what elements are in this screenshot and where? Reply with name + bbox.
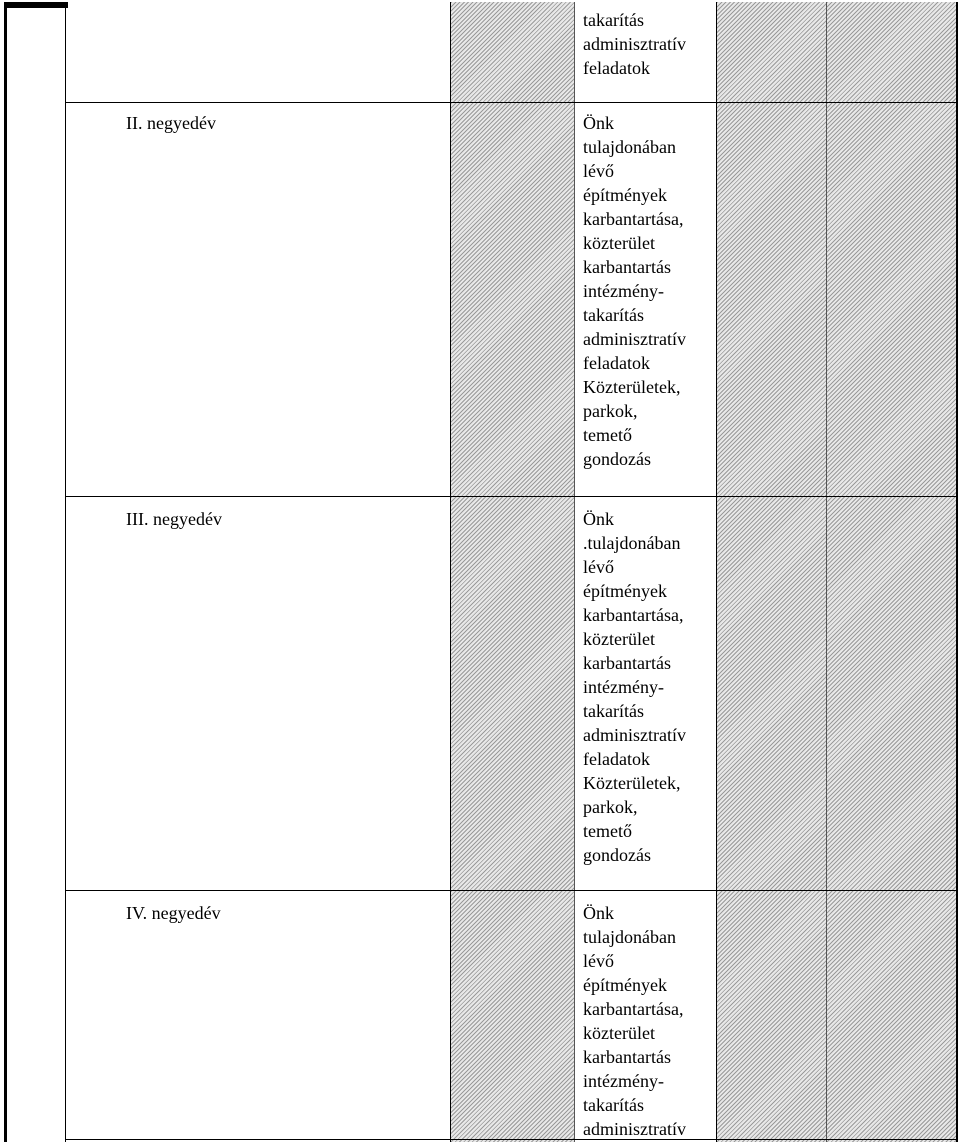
task-line: lévő: [583, 557, 614, 577]
hatched-cell: [827, 103, 958, 496]
task-text: [583, 111, 686, 471]
task-line: közterület: [583, 629, 655, 649]
task-line: közterület: [583, 233, 655, 253]
top-border-block: [4, 2, 68, 8]
schedule-table: [4, 2, 958, 1142]
hatched-cell: [717, 2, 827, 102]
task-line: karbantartása,: [583, 999, 684, 1019]
task-cell: [575, 891, 717, 1142]
task-line: építmények: [583, 975, 667, 995]
quarter-cell: [66, 497, 451, 890]
task-line: Önk: [583, 113, 614, 133]
task-line: tulajdonában: [583, 927, 676, 947]
task-line: parkok,: [583, 797, 638, 817]
task-line: adminisztratív: [583, 1119, 686, 1139]
hatched-cell: [717, 497, 827, 890]
quarter-label: III. negyedév: [126, 509, 222, 529]
task-line: intézmény-: [583, 281, 664, 301]
task-line: Önk: [583, 509, 614, 529]
task-line: karbantartás: [583, 1047, 671, 1067]
task-line: gondozás: [583, 449, 651, 469]
task-line: feladatok: [583, 58, 650, 78]
task-line: temető: [583, 821, 632, 841]
quarter-label: IV. negyedév: [126, 903, 221, 923]
task-line: feladatok: [583, 749, 650, 769]
quarter-cell: [66, 2, 451, 102]
quarter-cell: [66, 103, 451, 496]
hatched-cell: [827, 891, 958, 1142]
task-line: karbantartás: [583, 257, 671, 277]
task-line: adminisztratív: [583, 725, 686, 745]
task-line: intézmény-: [583, 1071, 664, 1091]
hatched-cell: [827, 497, 958, 890]
task-line: intézmény-: [583, 677, 664, 697]
task-text: [583, 901, 686, 1141]
hatched-cell: [451, 103, 575, 496]
task-line: karbantartása,: [583, 209, 684, 229]
hatched-cell: [451, 2, 575, 102]
task-cell: [575, 497, 717, 890]
task-text: [583, 507, 686, 867]
task-line: Közterületek,: [583, 773, 681, 793]
task-line: adminisztratív: [583, 329, 686, 349]
task-line: Közterületek,: [583, 377, 681, 397]
task-line: adminisztratív: [583, 34, 686, 54]
task-line: takarítás: [583, 305, 644, 325]
hatched-cell: [451, 891, 575, 1142]
task-line: parkok,: [583, 401, 638, 421]
left-margin-column: [4, 2, 66, 1142]
quarter-cell: [66, 891, 451, 1142]
task-line: feladatok: [583, 353, 650, 373]
task-line: karbantartása,: [583, 605, 684, 625]
task-line: temető: [583, 425, 632, 445]
hatched-cell: [717, 103, 827, 496]
task-line: .tulajdonában: [583, 533, 681, 553]
task-text: [583, 8, 686, 80]
task-line: karbantartás: [583, 653, 671, 673]
task-line: lévő: [583, 161, 614, 181]
task-line: gondozás: [583, 845, 651, 865]
task-line: Önk: [583, 903, 614, 923]
table-bottom-border: [66, 1139, 958, 1140]
hatched-cell: [827, 2, 958, 102]
task-line: közterület: [583, 1023, 655, 1043]
task-line: építmények: [583, 581, 667, 601]
quarter-label: II. negyedév: [126, 113, 216, 133]
task-line: takarítás: [583, 10, 644, 30]
task-line: takarítás: [583, 1095, 644, 1115]
task-line: építmények: [583, 185, 667, 205]
task-line: lévő: [583, 951, 614, 971]
task-line: takarítás: [583, 701, 644, 721]
hatched-cell: [717, 891, 827, 1142]
task-cell: [575, 2, 717, 102]
task-line: tulajdonában: [583, 137, 676, 157]
hatched-cell: [451, 497, 575, 890]
task-cell: [575, 103, 717, 496]
